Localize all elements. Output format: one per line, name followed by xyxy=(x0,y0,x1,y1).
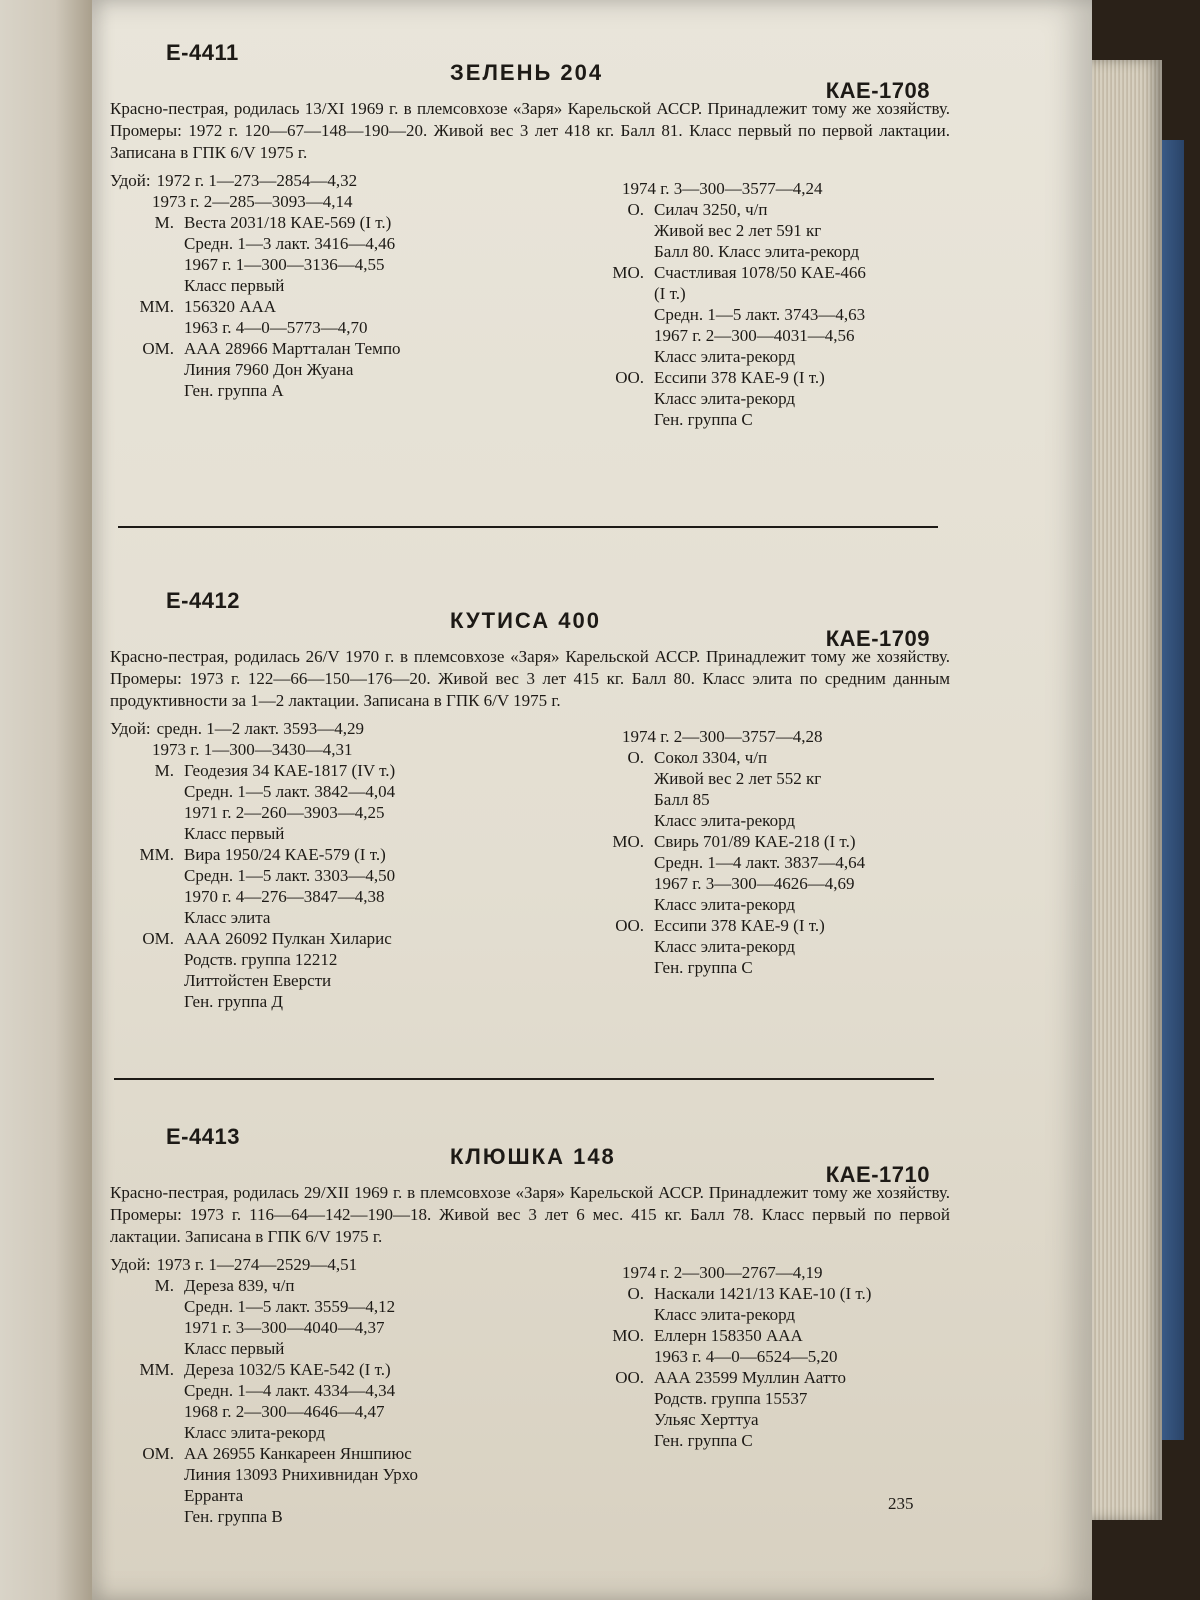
book-left-edge xyxy=(0,0,92,1600)
yield-line: 1974 г. 3—300—3577—4,24 xyxy=(622,179,823,198)
pedigree-line: Геодезия 34 КАЕ-1817 (IV т.) xyxy=(184,761,396,780)
pedigree-line: ААА 26092 Пулкан Хиларис xyxy=(184,929,392,948)
pedigree-line: Класс элита xyxy=(184,908,271,927)
herdbook-code: КАЕ-1708 xyxy=(825,78,930,103)
relation-tag: МО. xyxy=(612,1326,644,1345)
pedigree-line: Ген. группа С xyxy=(654,410,753,429)
pedigree-details xyxy=(184,1359,395,1443)
pedigree-line: 1971 г. 3—300—4040—4,37 xyxy=(184,1318,385,1337)
relation-tag: ОМ. xyxy=(142,339,174,358)
relation-tag: ОМ. xyxy=(142,929,174,948)
relation-tag: О. xyxy=(627,1284,644,1303)
yield-row xyxy=(110,1254,580,1275)
pedigree-line: 1971 г. 2—260—3903—4,25 xyxy=(184,803,385,822)
pedigree-line: Вира 1950/24 КАЕ-579 (I т.) xyxy=(184,845,386,864)
herdbook-code: КАЕ-1709 xyxy=(825,626,930,651)
yield-label: Удой: xyxy=(110,1255,151,1274)
pedigree-line: Класс элита-рекорд xyxy=(184,1423,325,1442)
pedigree-row xyxy=(110,1359,580,1443)
pedigree-line: Ульяс Херттуа xyxy=(654,1410,759,1429)
pedigree-line: Линия 13093 Рнихивнидан Урхо xyxy=(184,1465,419,1484)
yield-line: 1974 г. 2—300—2767—4,19 xyxy=(622,1263,823,1282)
pedigree-row xyxy=(110,1443,580,1527)
relation-tag: ОО. xyxy=(615,368,644,387)
catalog-entry xyxy=(110,1124,970,1527)
pedigree-line: 1963 г. 4—0—5773—4,70 xyxy=(184,318,368,337)
pedigree-right-column xyxy=(580,1254,940,1527)
pedigree-row xyxy=(110,212,580,296)
relation-tag: МО. xyxy=(612,832,644,851)
pedigree-line: Родств. группа 15537 xyxy=(654,1389,808,1408)
yield-label: Удой: xyxy=(110,171,151,190)
entry-header xyxy=(110,1124,970,1187)
pedigree-line: Веста 2031/18 КАЕ-569 (I т.) xyxy=(184,213,392,232)
pedigree-line: 1967 г. 1—300—3136—4,55 xyxy=(184,255,385,274)
relation-tag: ММ. xyxy=(139,1360,174,1379)
pedigree-line: Литтойстен Еверсти xyxy=(184,971,332,990)
pedigree-line: Ген. группа А xyxy=(184,381,284,400)
relation-tag: М. xyxy=(154,761,174,780)
pedigree-details xyxy=(184,1275,395,1359)
pedigree-line: 1963 г. 4—0—6524—5,20 xyxy=(654,1347,838,1366)
pedigree-line: Класс первый xyxy=(184,276,285,295)
relation-tag: ММ. xyxy=(139,845,174,864)
pedigree-line: Класс элита-рекорд xyxy=(654,937,795,956)
pedigree-details xyxy=(184,212,395,296)
pedigree-line: Дереза 1032/5 КАЕ-542 (I т.) xyxy=(184,1360,391,1379)
pedigree-line: Линия 7960 Дон Жуана xyxy=(184,360,354,379)
pedigree-line: Средн. 1—5 лакт. 3559—4,12 xyxy=(184,1297,396,1316)
pedigree-line: Свирь 701/89 КАЕ-218 (I т.) xyxy=(654,832,856,851)
relation-tag: О. xyxy=(627,748,644,767)
yield-line: 1974 г. 2—300—3757—4,28 xyxy=(622,727,823,746)
pedigree-block xyxy=(110,1254,970,1527)
pedigree-line: Средн. 1—5 лакт. 3743—4,63 xyxy=(654,305,866,324)
catalog-entry xyxy=(110,40,970,430)
pedigree-block xyxy=(110,718,970,1012)
pedigree-line: Класс первый xyxy=(184,1339,285,1358)
pedigree-left-column xyxy=(110,170,580,430)
book-cover-edge xyxy=(1162,140,1184,1440)
pedigree-line: Ген. группа Д xyxy=(184,992,284,1011)
yield-label: Удой: xyxy=(110,719,151,738)
pedigree-row xyxy=(580,831,940,915)
pedigree-block xyxy=(110,170,970,430)
relation-tag: ММ. xyxy=(139,297,174,316)
pedigree-line: Ессипи 378 КАЕ-9 (I т.) xyxy=(654,368,825,387)
pedigree-row xyxy=(580,367,940,430)
pedigree-row xyxy=(580,915,940,978)
registry-code: Е-4413 xyxy=(166,1124,240,1149)
pedigree-line: Еллерн 158350 ААА xyxy=(654,1326,803,1345)
pedigree-right-column xyxy=(580,718,940,1012)
pedigree-details xyxy=(184,928,392,1012)
entry-description: Красно-пестрая, родилась 13/XI 1969 г. в племсовхозе «Заря» Карельской АССР. Принадлежит тому же хозяйству. Промеры: 1972 г. 120—67—148—190—20. Живой вес 3 лет 418 кг. Балл 81. Класс первый по первой лактации. Записана в ГПК 6/V 1975 г. xyxy=(110,99,950,162)
yield-line: средн. 1—2 лакт. 3593—4,29 xyxy=(156,719,364,738)
yield-line: 1972 г. 1—273—2854—4,32 xyxy=(156,171,358,190)
pedigree-row xyxy=(580,1283,940,1325)
pedigree-details xyxy=(654,1325,838,1367)
pedigree-line: Класс первый xyxy=(184,824,285,843)
relation-tag: ОМ. xyxy=(142,1444,174,1463)
pedigree-details xyxy=(654,831,865,915)
pedigree-line: Класс элита-рекорд xyxy=(654,1305,795,1324)
page-stack-edge xyxy=(1092,60,1162,1520)
pedigree-row xyxy=(110,296,580,338)
catalog-entry xyxy=(110,588,970,1012)
relation-tag: МО. xyxy=(612,263,644,282)
yield-row xyxy=(110,170,580,191)
pedigree-line: Силач 3250, ч/п xyxy=(654,200,768,219)
page-number: 235 xyxy=(888,1494,914,1513)
yield-line: 1973 г. 1—274—2529—4,51 xyxy=(156,1255,358,1274)
pedigree-row xyxy=(580,1367,940,1451)
pedigree-row xyxy=(580,747,940,831)
pedigree-line: Родств. группа 12212 xyxy=(184,950,338,969)
pedigree-details xyxy=(184,760,395,844)
relation-tag: М. xyxy=(154,1276,174,1295)
pedigree-line: Ген. группа С xyxy=(654,958,753,977)
pedigree-line: Класс элита-рекорд xyxy=(654,811,795,830)
herdbook-code: КАЕ-1710 xyxy=(825,1162,930,1187)
yield-line: 1973 г. 1—300—3430—4,31 xyxy=(152,740,353,759)
relation-tag: ОО. xyxy=(615,1368,644,1387)
animal-name: КЛЮШКА 148 xyxy=(450,1144,616,1169)
pedigree-line: Балл 80. Класс элита-рекорд xyxy=(654,242,860,261)
pedigree-details xyxy=(184,1443,418,1527)
pedigree-line: Средн. 1—4 лакт. 4334—4,34 xyxy=(184,1381,396,1400)
pedigree-line: ААА 28966 Мартталан Темпо xyxy=(184,339,401,358)
pedigree-line: 1967 г. 2—300—4031—4,56 xyxy=(654,326,855,345)
pedigree-line: Сокол 3304, ч/п xyxy=(654,748,768,767)
pedigree-details xyxy=(184,338,401,401)
pedigree-row xyxy=(110,844,580,928)
entry-header xyxy=(110,40,970,103)
pedigree-right-column xyxy=(580,170,940,430)
pedigree-line: 156320 ААА xyxy=(184,297,277,316)
relation-tag: ОО. xyxy=(615,916,644,935)
pedigree-row xyxy=(110,760,580,844)
yield-line: 1973 г. 2—285—3093—4,14 xyxy=(152,192,353,211)
pedigree-details xyxy=(654,1283,871,1325)
pedigree-line: Наскали 1421/13 КАЕ-10 (I т.) xyxy=(654,1284,872,1303)
animal-name: ЗЕЛЕНЬ 204 xyxy=(450,60,604,85)
pedigree-left-column xyxy=(110,1254,580,1527)
pedigree-line: Ессипи 378 КАЕ-9 (I т.) xyxy=(654,916,825,935)
relation-tag: М. xyxy=(154,213,174,232)
entry-description: Красно-пестрая, родилась 26/V 1970 г. в племсовхозе «Заря» Карельской АССР. Принадлежит тому же хозяйству. Промеры: 1973 г. 122—66—150—176—20. Живой вес 3 лет 415 кг. Балл 80. Класс элита по средним данным продуктивности за 1—2 лактации. Записана в ГПК 6/V 1975 г. xyxy=(110,647,950,710)
pedigree-row xyxy=(110,928,580,1012)
pedigree-details xyxy=(184,296,368,338)
relation-tag: О. xyxy=(627,200,644,219)
pedigree-line: Балл 85 xyxy=(654,790,710,809)
pedigree-line: Класс элита-рекорд xyxy=(654,347,795,366)
pedigree-row xyxy=(580,1325,940,1367)
entry-header xyxy=(110,588,970,651)
pedigree-row xyxy=(110,338,580,401)
pedigree-row xyxy=(110,1275,580,1359)
pedigree-line: Средн. 1—3 лакт. 3416—4,46 xyxy=(184,234,396,253)
pedigree-line: Живой вес 2 лет 552 кг xyxy=(654,769,822,788)
pedigree-line: 1968 г. 2—300—4646—4,47 xyxy=(184,1402,385,1421)
pedigree-details xyxy=(654,915,825,978)
pedigree-details xyxy=(654,747,821,831)
pedigree-row xyxy=(580,199,940,262)
pedigree-line: Живой вес 2 лет 591 кг xyxy=(654,221,822,240)
pedigree-line: АА 26955 Канкареен Яншпиюс xyxy=(184,1444,412,1463)
yield-row xyxy=(110,718,580,739)
entry-description: Красно-пестрая, родилась 29/XII 1969 г. в племсовхозе «Заря» Карельской АССР. Принадлежит тому же хозяйству. Промеры: 1973 г. 116—64—142—190—18. Живой вес 3 лет 6 мес. 415 кг. Балл 78. Класс первый по первой лактации. Записана в ГПК 6/V 1975 г. xyxy=(110,1183,950,1246)
pedigree-details xyxy=(184,844,395,928)
separator-rule xyxy=(114,1078,934,1080)
pedigree-line: Класс элита-рекорд xyxy=(654,389,795,408)
pedigree-left-column xyxy=(110,718,580,1012)
pedigree-line: ААА 23599 Муллин Аатто xyxy=(654,1368,846,1387)
registry-code: Е-4411 xyxy=(166,40,239,65)
pedigree-line: 1967 г. 3—300—4626—4,69 xyxy=(654,874,855,893)
pedigree-line: Класс элита-рекорд xyxy=(654,895,795,914)
pedigree-details xyxy=(654,262,866,367)
pedigree-line: Счастливая 1078/50 КАЕ-466 xyxy=(654,263,866,282)
separator-rule xyxy=(118,526,938,528)
pedigree-line: Ген. группа С xyxy=(654,1431,753,1450)
pedigree-line: Ген. группа В xyxy=(184,1507,283,1526)
pedigree-line: Средн. 1—5 лакт. 3303—4,50 xyxy=(184,866,396,885)
pedigree-line: Ерранта xyxy=(184,1486,244,1505)
pedigree-details xyxy=(654,367,825,430)
registry-code: Е-4412 xyxy=(166,588,240,613)
pedigree-line: 1970 г. 4—276—3847—4,38 xyxy=(184,887,385,906)
pedigree-details xyxy=(654,1367,846,1451)
animal-name: КУТИСА 400 xyxy=(450,608,601,633)
pedigree-line: Средн. 1—4 лакт. 3837—4,64 xyxy=(654,853,866,872)
pedigree-details xyxy=(654,199,859,262)
pedigree-row xyxy=(580,262,940,367)
pedigree-line: (I т.) xyxy=(654,284,686,303)
pedigree-line: Средн. 1—5 лакт. 3842—4,04 xyxy=(184,782,396,801)
pedigree-line: Дереза 839, ч/п xyxy=(184,1276,295,1295)
